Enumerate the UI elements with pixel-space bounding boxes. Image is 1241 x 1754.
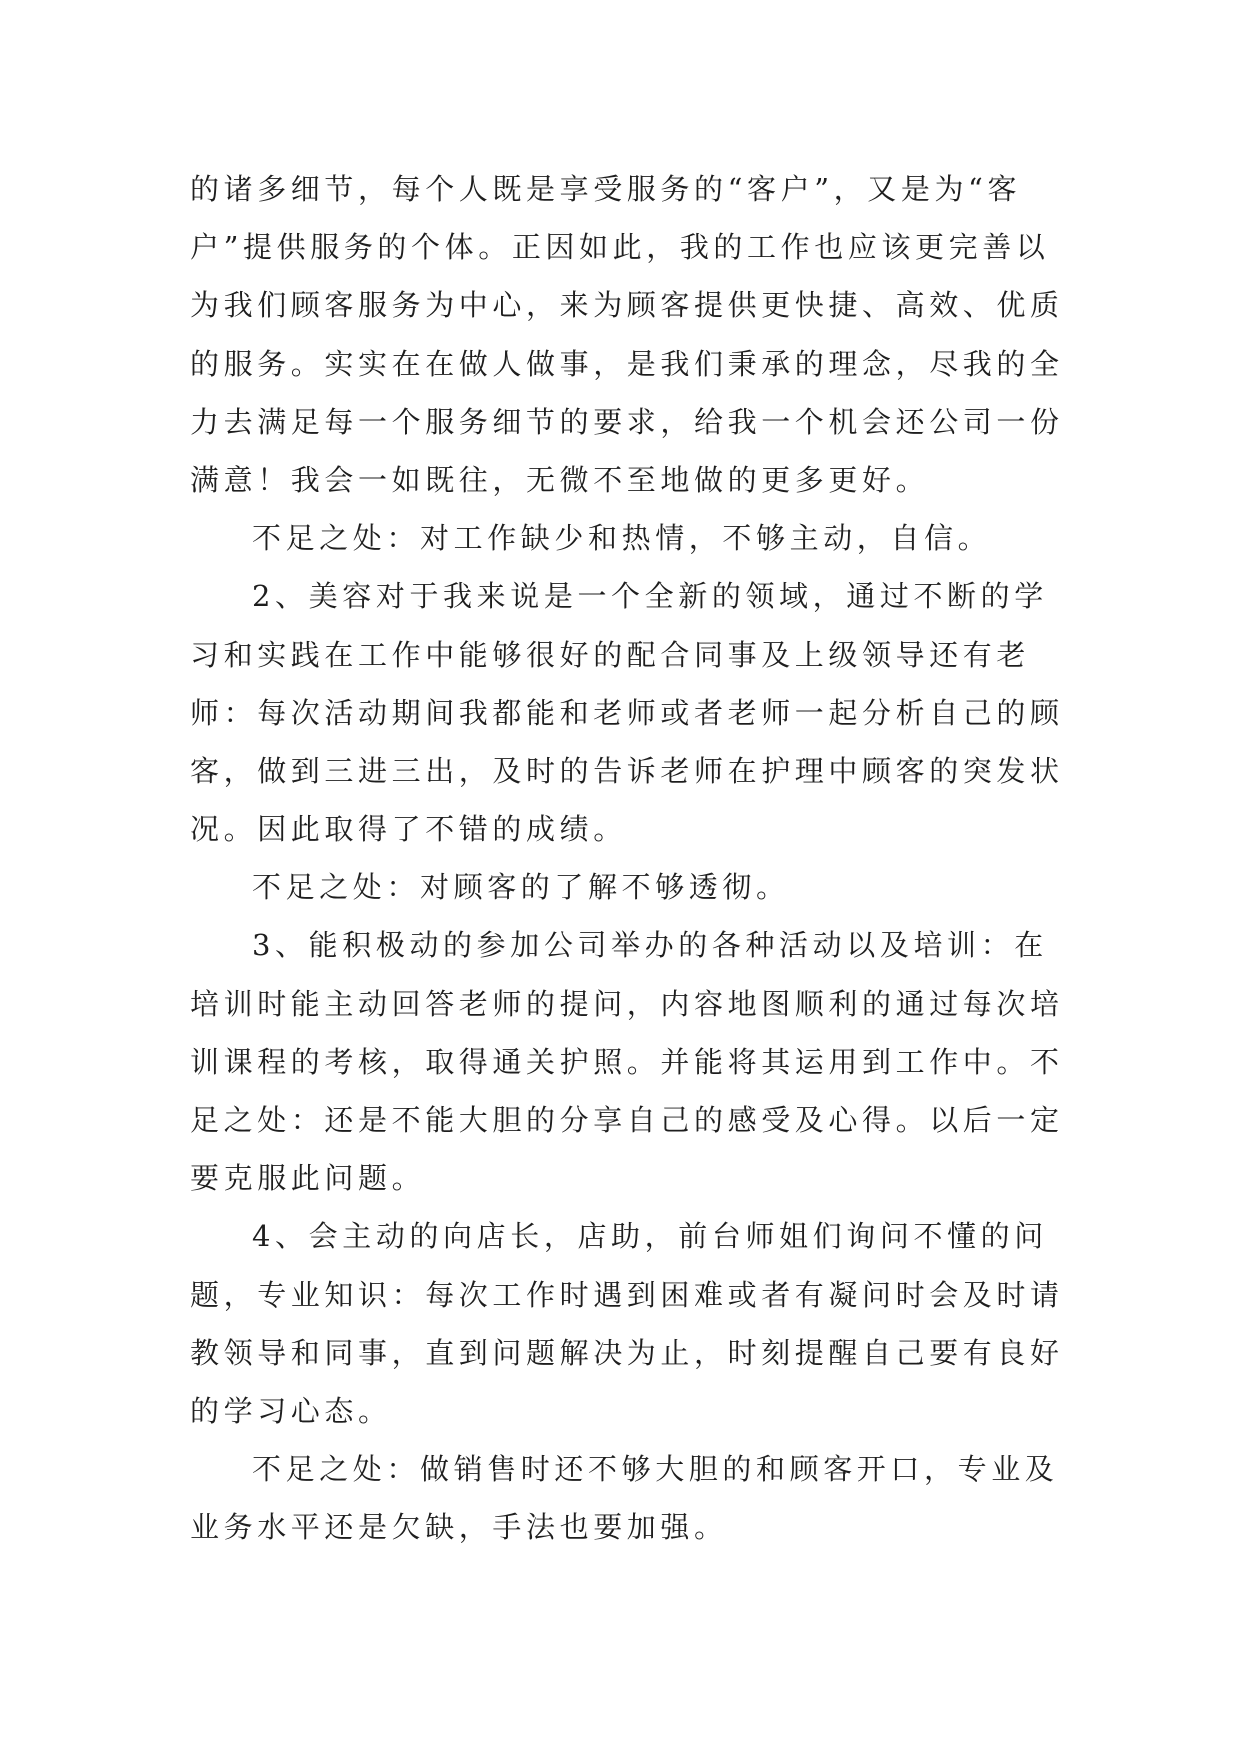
text-line: 况。因此取得了不错的成绩。 bbox=[190, 812, 627, 847]
text-line: 3、能积极动的参加公司举办的各种活动以及培训：在 bbox=[252, 928, 1048, 963]
text-line: 训课程的考核，取得通关护照。并能将其运用到工作中。不 bbox=[190, 1044, 1064, 1079]
text-line: 力去满足每一个服务细节的要求，给我一个机会还公司一份 bbox=[190, 404, 1064, 439]
text-line: 4、会主动的向店长，店助，前台师姐们询问不懂的问 bbox=[252, 1219, 1048, 1254]
text-line: 为我们顾客服务为中心，来为顾客提供更快捷、高效、优质 bbox=[190, 288, 1064, 323]
text-line: 不足之处：做销售时还不够大胆的和顾客开口，专业及 bbox=[252, 1452, 1059, 1487]
text-line: 业务水平还是欠缺，手法也要加强。 bbox=[190, 1510, 728, 1545]
text-line: 客，做到三进三出，及时的告诉老师在护理中顾客的突发状 bbox=[190, 753, 1064, 788]
text-line: 的服务。实实在在做人做事，是我们秉承的理念，尽我的全 bbox=[190, 346, 1064, 381]
text-line: 要克服此问题。 bbox=[190, 1161, 426, 1196]
text-line: 2、美容对于我来说是一个全新的领域，通过不断的学 bbox=[252, 579, 1048, 614]
text-line: 题，专业知识：每次工作时遇到困难或者有凝问时会及时请 bbox=[190, 1277, 1064, 1312]
document-body bbox=[190, 160, 1064, 1557]
text-line: 满意！我会一如既往，无微不至地做的更多更好。 bbox=[190, 462, 930, 497]
text-line: 户”提供服务的个体。正因如此，我的工作也应该更完善以 bbox=[190, 230, 1050, 265]
text-line: 的诸多细节，每个人既是享受服务的“客户”，又是为“客 bbox=[190, 172, 1022, 206]
text-line: 教领导和同事，直到问题解决为止，时刻提醒自己要有良好 bbox=[190, 1335, 1064, 1370]
text-line: 习和实践在工作中能够很好的配合同事及上级领导还有老 bbox=[190, 637, 1031, 672]
text-line: 的学习心态。 bbox=[190, 1393, 392, 1428]
text-line: 不足之处：对顾客的了解不够透彻。 bbox=[252, 870, 790, 905]
text-line: 师：每次活动期间我都能和老师或者老师一起分析自己的顾 bbox=[190, 695, 1064, 730]
text-line: 培训时能主动回答老师的提问，内容地图顺利的通过每次培 bbox=[190, 986, 1064, 1021]
text-line: 不足之处：对工作缺少和热情，不够主动，自信。 bbox=[252, 521, 992, 556]
text-line: 足之处：还是不能大胆的分享自己的感受及心得。以后一定 bbox=[190, 1103, 1064, 1137]
